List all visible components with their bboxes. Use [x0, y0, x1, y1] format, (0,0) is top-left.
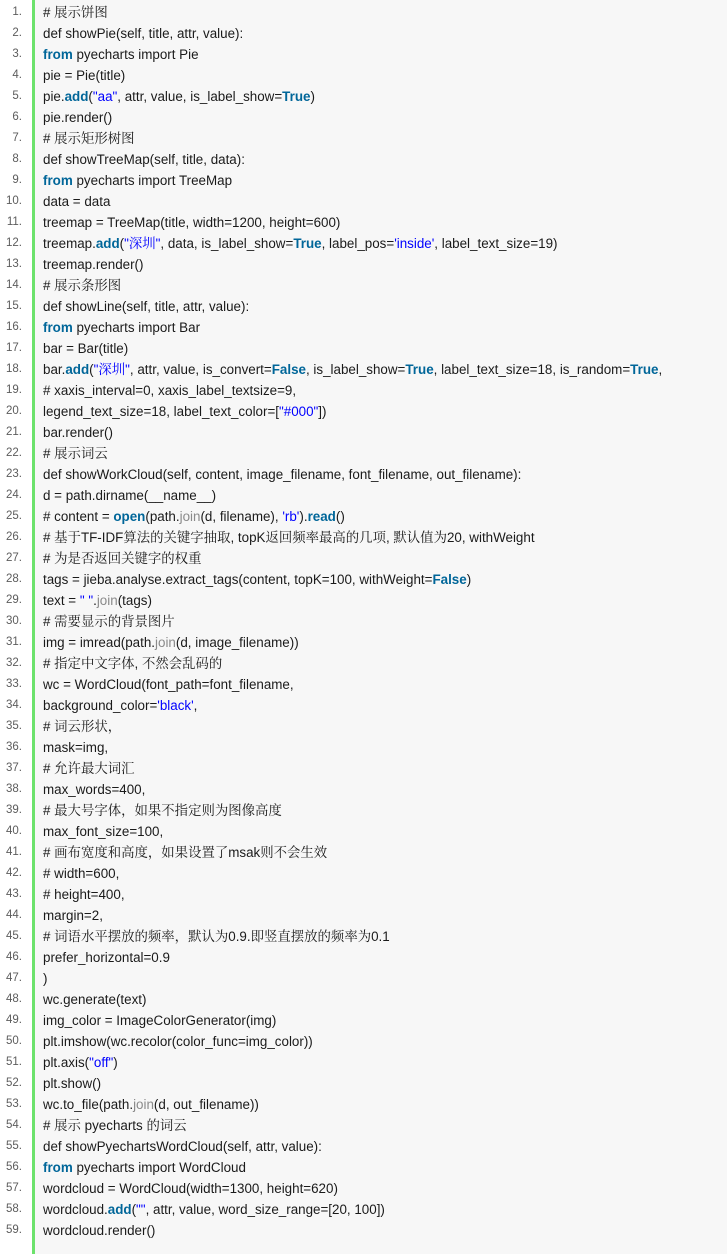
- code-text: [43, 128, 727, 149]
- code-text: [43, 1178, 727, 1199]
- code-text: [43, 926, 727, 947]
- code-text: [43, 233, 727, 254]
- code-line: [0, 1094, 727, 1115]
- code-token: (): [335, 509, 345, 524]
- code-token: join: [133, 1097, 154, 1112]
- line-number: 30.: [6, 615, 22, 627]
- line-number: 29.: [6, 594, 22, 606]
- code-line: [0, 863, 727, 884]
- code-line: [0, 548, 727, 569]
- code-text: [43, 758, 727, 779]
- code-token: # 最大号字体，如果不指定则为图像高度: [43, 803, 282, 818]
- line-number: 1.: [12, 6, 22, 18]
- code-token: , is_label_show=: [305, 362, 406, 377]
- code-token: False: [432, 572, 467, 587]
- code-token: bar.render(): [43, 425, 113, 440]
- code-text: [43, 527, 727, 548]
- code-line: [0, 1031, 727, 1052]
- line-number: 42.: [6, 867, 22, 879]
- code-text: [43, 422, 727, 443]
- code-text: [43, 170, 727, 191]
- code-line: [0, 1220, 727, 1241]
- code-token: "off": [89, 1055, 114, 1070]
- code-token: # 需要显示的背景图片: [43, 614, 175, 629]
- code-text: [43, 653, 727, 674]
- line-number: 43.: [6, 888, 22, 900]
- code-text: [43, 716, 727, 737]
- line-number: 10.: [6, 195, 22, 207]
- line-number: 15.: [6, 300, 22, 312]
- code-line: [0, 380, 727, 401]
- code-text: [43, 65, 727, 86]
- code-token: 'black': [157, 698, 194, 713]
- code-token: # 词语水平摆放的频率，默认为0.9.即竖直摆放的频率为0.1: [43, 929, 390, 944]
- code-text: [43, 737, 727, 758]
- line-number: 33.: [6, 678, 22, 690]
- line-number: 6.: [12, 111, 22, 123]
- code-token: wordcloud.: [43, 1202, 108, 1217]
- code-token: True: [293, 236, 322, 251]
- line-number: 58.: [6, 1203, 22, 1215]
- code-text: [43, 611, 727, 632]
- line-number: 52.: [6, 1077, 22, 1089]
- line-number: 4.: [12, 69, 22, 81]
- code-text: [43, 674, 727, 695]
- code-token: False: [271, 362, 306, 377]
- code-token: # 展示矩形树图: [43, 131, 135, 146]
- code-token: # height=400,: [43, 887, 125, 902]
- code-line: [0, 401, 727, 422]
- code-token: def showPie(self, title, attr, value):: [43, 26, 244, 41]
- code-text: [43, 695, 727, 716]
- line-number: 48.: [6, 993, 22, 1005]
- code-text: [43, 359, 727, 380]
- line-number: 20.: [6, 405, 22, 417]
- code-line: [0, 842, 727, 863]
- code-token: treemap.render(): [43, 257, 144, 272]
- line-number: 18.: [6, 363, 22, 375]
- line-number: 8.: [12, 153, 22, 165]
- code-line: [0, 464, 727, 485]
- code-token: # 词云形状，: [43, 719, 122, 734]
- code-token: ): [466, 572, 472, 587]
- code-text: [43, 44, 727, 65]
- line-number: 5.: [12, 90, 22, 102]
- code-token: (d, out_filename)): [153, 1097, 259, 1112]
- code-token: 'inside': [394, 236, 435, 251]
- code-text: [43, 1157, 727, 1178]
- code-token: # 为是否返回关键字的权重: [43, 551, 202, 566]
- code-token: ,: [193, 698, 198, 713]
- code-line: [0, 296, 727, 317]
- code-token: "aa": [92, 89, 118, 104]
- code-text: [43, 275, 727, 296]
- code-token: wordcloud.render(): [43, 1223, 156, 1238]
- line-number: 12.: [6, 237, 22, 249]
- code-token: from: [43, 173, 73, 188]
- line-number: 51.: [6, 1056, 22, 1068]
- line-number: 21.: [6, 426, 22, 438]
- code-line: [0, 1199, 727, 1220]
- code-token: True: [405, 362, 434, 377]
- code-text: [43, 632, 727, 653]
- code-text: [43, 1010, 727, 1031]
- code-token: (: [89, 362, 94, 377]
- code-token: mask=img,: [43, 740, 109, 755]
- code-token: # 展示条形图: [43, 278, 122, 293]
- code-token: def showWorkCloud(self, content, image_filename, font_filename, out_filename):: [43, 467, 522, 482]
- code-token: "深圳": [124, 236, 161, 251]
- code-text: [43, 863, 727, 884]
- line-number: 27.: [6, 552, 22, 564]
- code-token: join: [155, 635, 176, 650]
- line-number: 22.: [6, 447, 22, 459]
- line-number: 26.: [6, 531, 22, 543]
- code-text: [43, 212, 727, 233]
- code-token: img = imread(path.: [43, 635, 156, 650]
- code-text: [43, 107, 727, 128]
- line-number: 59.: [6, 1224, 22, 1236]
- code-text: [43, 317, 727, 338]
- code-token: bar.: [43, 362, 66, 377]
- line-number: 31.: [6, 636, 22, 648]
- line-number: 34.: [6, 699, 22, 711]
- code-token: ,: [658, 362, 663, 377]
- code-token: pyecharts import WordCloud: [72, 1160, 246, 1175]
- code-token: , label_pos=: [321, 236, 395, 251]
- line-number: 32.: [6, 657, 22, 669]
- code-text: [43, 1094, 727, 1115]
- code-token: ): [43, 971, 48, 986]
- code-token: , attr, value, is_label_show=: [117, 89, 283, 104]
- code-token: d = path.dirname(__name__): [43, 488, 217, 503]
- code-token: join: [179, 509, 201, 524]
- code-text: [43, 338, 727, 359]
- code-token: max_font_size=100,: [43, 824, 164, 839]
- code-token: pie = Pie(title): [43, 68, 126, 83]
- code-token: img_color = ImageColorGenerator(img): [43, 1013, 277, 1028]
- code-line: [0, 233, 727, 254]
- code-token: ): [113, 1055, 118, 1070]
- line-number: 35.: [6, 720, 22, 732]
- line-number: 14.: [6, 279, 22, 291]
- code-line: [0, 107, 727, 128]
- code-lines: [0, 2, 727, 1241]
- line-number: 25.: [6, 510, 22, 522]
- code-line: [0, 611, 727, 632]
- code-token: (: [131, 1202, 137, 1217]
- code-token: open: [113, 509, 146, 524]
- code-token: data = data: [43, 194, 111, 209]
- line-number: 2.: [12, 27, 22, 39]
- code-line: [0, 485, 727, 506]
- code-text: [43, 590, 727, 611]
- code-text: [43, 380, 727, 401]
- code-line: [0, 1073, 727, 1094]
- code-text: [43, 1115, 727, 1136]
- code-token: background_color=: [43, 698, 158, 713]
- code-text: [43, 464, 727, 485]
- code-token: # 展示饼图: [43, 5, 108, 20]
- code-line: [0, 1136, 727, 1157]
- code-line: [0, 779, 727, 800]
- code-token: (: [119, 236, 125, 251]
- code-token: from: [43, 1160, 73, 1175]
- line-number: 17.: [6, 342, 22, 354]
- line-number: 55.: [6, 1140, 22, 1152]
- code-token: treemap.: [43, 236, 96, 251]
- line-number: 53.: [6, 1098, 22, 1110]
- code-token: wc = WordCloud(font_path=font_filename,: [43, 677, 294, 692]
- code-text: [43, 23, 727, 44]
- code-text: [43, 1031, 727, 1052]
- line-number: 57.: [6, 1182, 22, 1194]
- code-token: # 允许最大词汇: [43, 761, 135, 776]
- code-line: [0, 191, 727, 212]
- line-number: 16.: [6, 321, 22, 333]
- code-token: add: [107, 1202, 132, 1217]
- code-text: [43, 1199, 727, 1220]
- code-line: [0, 989, 727, 1010]
- line-number: 7.: [12, 132, 22, 144]
- code-line: [0, 149, 727, 170]
- code-token: "#000": [279, 404, 319, 419]
- code-token: wc.to_file(path.: [43, 1097, 134, 1112]
- code-token: , attr, value, is_convert=: [129, 362, 272, 377]
- code-line: [0, 653, 727, 674]
- code-line: [0, 947, 727, 968]
- line-number: 37.: [6, 762, 22, 774]
- code-text: [43, 443, 727, 464]
- code-line: [0, 968, 727, 989]
- code-token: add: [64, 89, 89, 104]
- code-text: [43, 1136, 727, 1157]
- line-number: 49.: [6, 1014, 22, 1026]
- code-token: text =: [43, 593, 80, 608]
- line-number: 44.: [6, 909, 22, 921]
- code-line: [0, 1178, 727, 1199]
- code-line: [0, 884, 727, 905]
- code-line: [0, 422, 727, 443]
- code-line: [0, 1010, 727, 1031]
- line-number: 24.: [6, 489, 22, 501]
- code-token: plt.imshow(wc.recolor(color_func=img_color)): [43, 1034, 313, 1049]
- line-number: 36.: [6, 741, 22, 753]
- code-text: [43, 506, 727, 527]
- code-token: from: [43, 320, 73, 335]
- code-token: # 展示 pyecharts 的词云: [43, 1118, 187, 1133]
- code-token: "": [136, 1202, 146, 1217]
- code-token: tags = jieba.analyse.extract_tags(content, topK=100, withWeight=: [43, 572, 433, 587]
- code-token: , label_text_size=19): [434, 236, 558, 251]
- code-token: ).: [299, 509, 308, 524]
- code-token: read: [307, 509, 336, 524]
- code-line: [0, 506, 727, 527]
- code-token: bar = Bar(title): [43, 341, 129, 356]
- code-token: (: [88, 89, 93, 104]
- line-number: 41.: [6, 846, 22, 858]
- code-token: add: [65, 362, 90, 377]
- code-line: [0, 674, 727, 695]
- code-token: pie.render(): [43, 110, 113, 125]
- line-number: 23.: [6, 468, 22, 480]
- code-token: ): [310, 89, 315, 104]
- code-text: [43, 779, 727, 800]
- code-text: [43, 485, 727, 506]
- code-text: [43, 905, 727, 926]
- code-line: [0, 737, 727, 758]
- code-text: [43, 842, 727, 863]
- code-line: [0, 1052, 727, 1073]
- code-token: (d, filename),: [200, 509, 283, 524]
- line-number: 28.: [6, 573, 22, 585]
- code-line: [0, 632, 727, 653]
- code-line: [0, 2, 727, 23]
- code-token: (d, image_filename)): [175, 635, 299, 650]
- code-line: [0, 1157, 727, 1178]
- code-token: def showPyechartsWordCloud(self, attr, value):: [43, 1139, 322, 1154]
- code-token: , label_text_size=18, is_random=: [433, 362, 631, 377]
- code-line: [0, 170, 727, 191]
- code-line: [0, 1115, 727, 1136]
- code-token: max_words=400,: [43, 782, 146, 797]
- code-line: [0, 527, 727, 548]
- code-token: wordcloud = WordCloud(width=1300, height=620): [43, 1181, 338, 1196]
- code-token: , data, is_label_show=: [160, 236, 294, 251]
- code-token: # content =: [43, 509, 114, 524]
- code-token: pyecharts import Bar: [72, 320, 201, 335]
- line-number: 39.: [6, 804, 22, 816]
- code-text: [43, 800, 727, 821]
- code-token: margin=2,: [43, 908, 103, 923]
- line-number: 11.: [6, 216, 22, 228]
- code-line: [0, 359, 727, 380]
- code-text: [43, 401, 727, 422]
- code-text: [43, 296, 727, 317]
- code-token: def showLine(self, title, attr, value):: [43, 299, 250, 314]
- code-token: (tags): [117, 593, 152, 608]
- code-token: prefer_horizontal=0.9: [43, 950, 170, 965]
- code-token: treemap = TreeMap(title, width=1200, height=600): [43, 215, 341, 230]
- line-number: 50.: [6, 1035, 22, 1047]
- code-line: [0, 926, 727, 947]
- line-number: 45.: [6, 930, 22, 942]
- code-text: [43, 548, 727, 569]
- line-number: 46.: [6, 951, 22, 963]
- code-token: # width=600,: [43, 866, 120, 881]
- line-number: 47.: [6, 972, 22, 984]
- line-number: 40.: [6, 825, 22, 837]
- code-token: # xaxis_interval=0, xaxis_label_textsize=9,: [43, 383, 297, 398]
- code-text: [43, 569, 727, 590]
- code-line: [0, 254, 727, 275]
- code-line: [0, 86, 727, 107]
- code-token: ]): [318, 404, 327, 419]
- code-token: # 画布宽度和高度，如果设置了msak则不会生效: [43, 845, 328, 860]
- code-token: legend_text_size=18, label_text_color=[: [43, 404, 279, 419]
- code-line: [0, 44, 727, 65]
- code-line: [0, 716, 727, 737]
- code-token: "深圳": [93, 362, 130, 377]
- code-text: [43, 884, 727, 905]
- line-number: 3.: [12, 48, 22, 60]
- code-token: # 基于TF-IDF算法的关键字抽取, topK返回频率最高的几项, 默认值为20, withWeight: [43, 530, 535, 545]
- code-text: [43, 947, 727, 968]
- code-line: [0, 695, 727, 716]
- code-line: [0, 65, 727, 86]
- code-line: [0, 758, 727, 779]
- code-token: plt.axis(: [43, 1055, 90, 1070]
- line-number: 38.: [6, 783, 22, 795]
- code-token: pie.: [43, 89, 65, 104]
- line-number: 9.: [12, 174, 22, 186]
- code-line: [0, 275, 727, 296]
- code-token: (path.: [145, 509, 180, 524]
- code-token: True: [630, 362, 659, 377]
- code-token: from: [43, 47, 73, 62]
- code-token: add: [95, 236, 120, 251]
- code-token: 'rb': [282, 509, 300, 524]
- code-token: " ": [79, 593, 94, 608]
- code-text: [43, 254, 727, 275]
- code-token: # 展示词云: [43, 446, 108, 461]
- code-text: [43, 191, 727, 212]
- code-line: [0, 800, 727, 821]
- code-text: [43, 1220, 727, 1241]
- code-text: [43, 2, 727, 23]
- code-line: [0, 317, 727, 338]
- code-token: True: [282, 89, 311, 104]
- code-line: [0, 128, 727, 149]
- code-text: [43, 1073, 727, 1094]
- code-text: [43, 968, 727, 989]
- code-text: [43, 989, 727, 1010]
- code-line: [0, 569, 727, 590]
- code-line: [0, 590, 727, 611]
- code-token: def showTreeMap(self, title, data):: [43, 152, 245, 167]
- code-line: [0, 443, 727, 464]
- code-line: [0, 821, 727, 842]
- code-line: [0, 23, 727, 44]
- code-text: [43, 86, 727, 107]
- code-token: pyecharts import TreeMap: [72, 173, 233, 188]
- line-number: 13.: [6, 258, 22, 270]
- code-token: pyecharts import Pie: [72, 47, 199, 62]
- line-number: 19.: [6, 384, 22, 396]
- code-line: [0, 212, 727, 233]
- code-token: .: [93, 593, 97, 608]
- code-token: plt.show(): [43, 1076, 102, 1091]
- code-token: wc.generate(text): [43, 992, 147, 1007]
- line-number: 54.: [6, 1119, 22, 1131]
- code-text: [43, 1052, 727, 1073]
- code-text: [43, 821, 727, 842]
- code-token: # 指定中文字体, 不然会乱码的: [43, 656, 223, 671]
- code-token: join: [96, 593, 118, 608]
- line-number: 56.: [6, 1161, 22, 1173]
- code-line: [0, 338, 727, 359]
- code-line: [0, 905, 727, 926]
- code-token: , attr, value, word_size_range=[20, 100]): [145, 1202, 385, 1217]
- code-text: [43, 149, 727, 170]
